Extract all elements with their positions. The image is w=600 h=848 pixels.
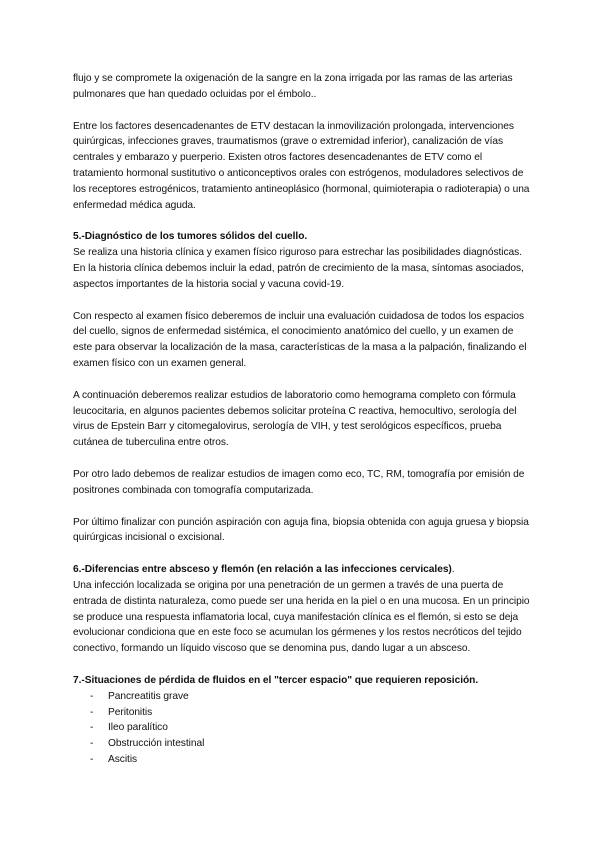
intro-paragraph-2: Entre los factores desencadenantes de ETV destacan la inmovilización prolongada, intervenciones quirúrgicas, infecciones graves, traumatismos (grave o extremidad inferior), canalización de vías centrales y embarazo y puerperio. Existen otros factores desencadenantes de ETV como el tratamiento hormonal sustitutivo o anticonceptivos orales con estrógenos, moduladores selectivos de los receptores estrogénicos, tratamiento antineoplásico (hormonal, quimioterapia o radioterapia) o una enfermedad médica aguda. bbox=[73, 120, 530, 211]
section-7-title: 7.-Situaciones de pérdida de fluidos en el "tercer espacio" que requieren reposición. bbox=[73, 674, 479, 686]
list-item: - Peritonitis bbox=[90, 706, 153, 718]
section-6-title-text: 6.-Diferencias entre absceso y flemón (en relación a las infecciones cervicales) bbox=[73, 564, 452, 576]
section-5-paragraph-4: Por otro lado debemos de realizar estudios de imagen como eco, TC, RM, tomografía por emisión de positrones combinada con tomografía computarizada. bbox=[73, 468, 525, 496]
section-6-title bbox=[73, 562, 533, 578]
intro-paragraph-1: flujo y se compromete la oxigenación de la sangre en la zona irrigada por las ramas de las arterias pulmonares que han quedado ocluidas por el émbolo.. bbox=[73, 73, 513, 100]
section-5-paragraph-2: Con respecto al examen físico deberemos de incluir una evaluación cuidadosa de todos los espacios del cuello, signos de enfermedad sistémica, el conocimiento anatómico del cuello, y un examen de este para observar la localización de la masa, características de la masa a la palpación, finalizando el examen físico con un examen general. bbox=[73, 310, 527, 369]
section-5-paragraph-3: A continuación deberemos realizar estudios de laboratorio como hemograma completo con fórmula leucocitaria, en algunos pacientes debemos solicitar proteína C reactiva, hemocultivo, serología del virus de Epstein Barr y citomegalovirus, serología de VIH, y test serológicos específicos, prueba cutánea de tuberculina entre otros. bbox=[73, 389, 517, 449]
document-page bbox=[73, 71, 533, 768]
section-6-title-period: . bbox=[451, 564, 455, 576]
section-5-paragraph-1: Se realiza una historia clínica y examen físico riguroso para estrechar las posibilidades diagnósticas. En la historia clínica debemos incluir la edad, patrón de crecimiento de la masa, síntomas asociados, aspectos importantes de la historia social y vacuna covid-19. bbox=[73, 247, 524, 290]
section-6-paragraph-1: Una infección localizada se origina por una penetración de un germen a través de una puerta de entrada de distinta naturaleza, como puede ser una herida en la piel o en una mucosa. En un principio se produce una respuesta inflamatoria local, cuya manifestación clínica es el flemón, si esto se deja evolucionar condiciona que en este foco se acumulan los gérmenes y los restos necróticos del tejido conectivo, formando un líquido viscoso que se denomina pus, dando lugar a un absceso. bbox=[73, 579, 530, 655]
section-5-paragraph-5: Por último finalizar con punción aspiración con aguja fina, biopsia obtenida con aguja gruesa y biopsia quirúrgicas incisional o excisional. bbox=[73, 516, 529, 544]
list-item: - Obstrucción intestinal bbox=[90, 738, 205, 750]
list-item: - Ascitis bbox=[90, 753, 138, 765]
section-7-list bbox=[73, 689, 533, 768]
list-item: - Ileo paralítico bbox=[90, 722, 168, 734]
section-5-title: 5.-Diagnóstico de los tumores sólidos del cuello. bbox=[73, 231, 308, 243]
list-item: - Pancreatitis grave bbox=[90, 690, 189, 702]
